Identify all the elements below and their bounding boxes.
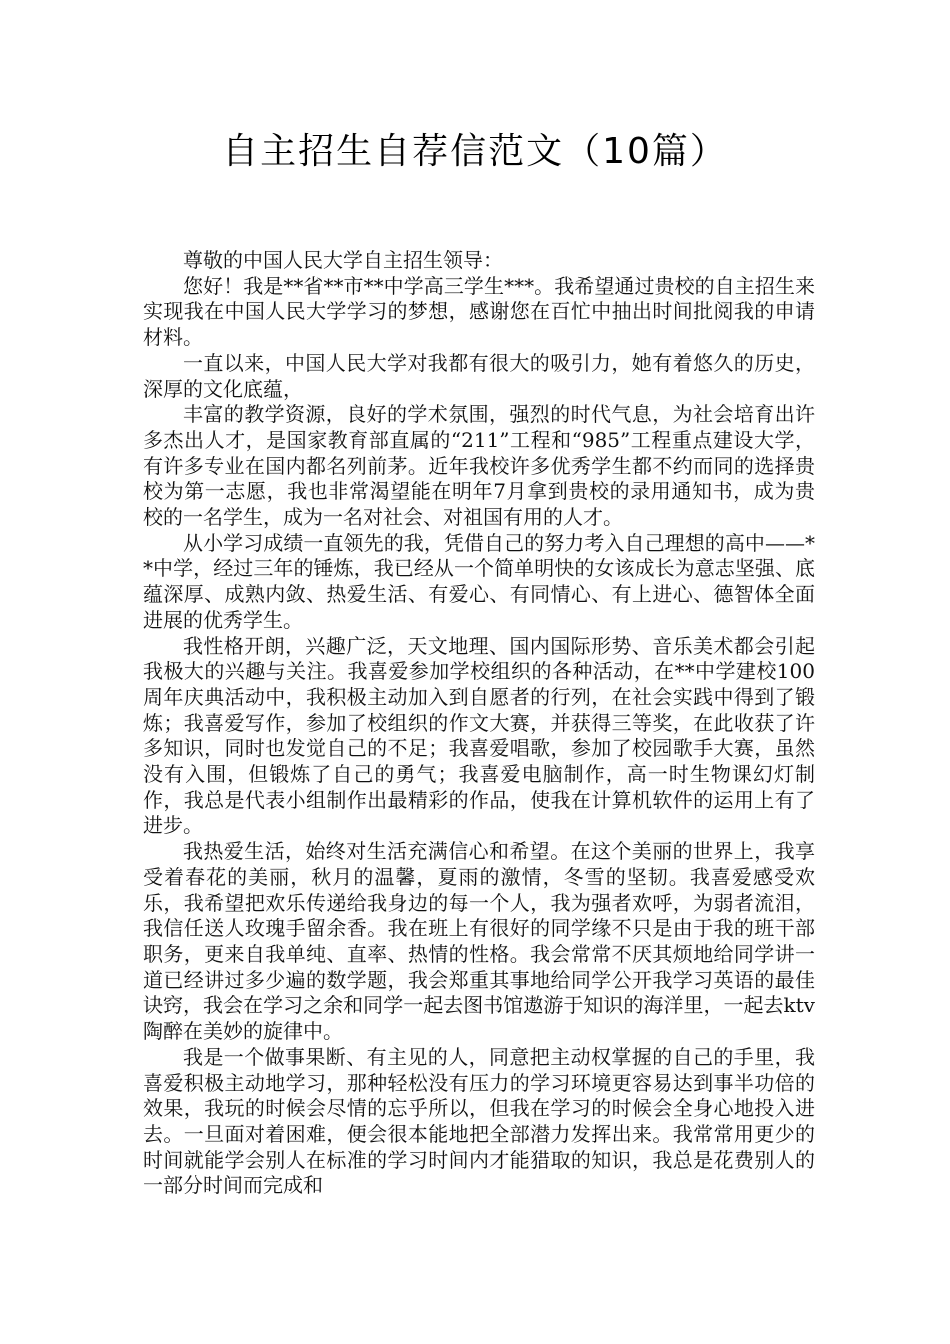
- document-body: [143, 248, 815, 1199]
- body-paragraph: 我性格开朗，兴趣广泛，天文地理、国内国际形势、音乐美术都会引起我极大的兴趣与关注。我喜爱参加学校组织的各种活动，在**中学建校100周年庆典活动中，我积极主动加入到自愿者的行列，在社会实践中得到了锻炼；我喜爱写作，参加了校组织的作文大赛，并获得三等奖，在此收获了许多知识，同时也发觉自己的不足；我喜爱唱歌，参加了校园歌手大赛，虽然没有入围，但锻炼了自己的勇气；我喜爱电脑制作，高一时生物课幻灯制作，我总是代表小组制作出最精彩的作品，使我在计算机软件的运用上有了进步。: [143, 633, 815, 838]
- body-paragraph: 丰富的教学资源，良好的学术氛围，强烈的时代气息，为社会培育出许多杰出人才，是国家教育部直属的“211”工程和“985”工程重点建设大学，有许多专业在国内都名列前茅。近年我校许多优秀学生都不约而同的选择贵校为第一志愿，我也非常渴望能在明年7月拿到贵校的录用通知书，成为贵校的一名学生，成为一名对社会、对祖国有用的人才。: [143, 402, 815, 530]
- document-title: 自主招生自荐信范文（10篇）: [222, 131, 728, 172]
- body-paragraph: 您好！我是**省**市**中学高三学生***。我希望通过贵校的自主招生来实现我在中国人民大学学习的梦想，感谢您在百忙中抽出时间批阅我的申请材料。: [143, 273, 815, 350]
- body-paragraph: 一直以来，中国人民大学对我都有很大的吸引力，她有着悠久的历史，深厚的文化底蕴，: [143, 350, 815, 401]
- salutation: 尊敬的中国人民大学自主招生领导：: [183, 248, 503, 272]
- body-paragraph: 我热爱生活，始终对生活充满信心和希望。在这个美丽的世界上，我享受着春花的美丽，秋月的温馨，夏雨的激情，冬雪的坚韧。我喜爱感受欢乐，我希望把欢乐传递给我身边的每一个人，我为强者欢呼，为弱者流泪，我信任送人玫瑰手留余香。我在班上有很好的同学缘不只是由于我的班干部职务，更来自我单纯、直率、热情的性格。我会常常不厌其烦地给同学讲一道已经讲过多少遍的数学题，我会郑重其事地给同学公开我学习英语的最佳诀窍，我会在学习之余和同学一起去图书馆遨游于知识的海洋里，一起去ktv陶醉在美妙的旋律中。: [143, 839, 815, 1044]
- body-paragraph: 从小学习成绩一直领先的我，凭借自己的努力考入自己理想的高中——**中学，经过三年的锤炼，我已经从一个简单明快的女该成长为意志坚强、底蕴深厚、成熟内敛、热爱生活、有爱心、有同情心、有上进心、德智体全面进展的优秀学生。: [143, 530, 815, 632]
- body-paragraph: 我是一个做事果断、有主见的人，同意把主动权掌握的自己的手里，我喜爱积极主动地学习，那种轻松没有压力的学习环境更容易达到事半功倍的效果，我玩的时候会尽情的忘乎所以，但我在学习的时候会全身心地投入进去。一旦面对着困难，便会很本能地把全部潜力发挥出来。我常常用更少的时间就能学会别人在标准的学习时间内才能猎取的知识，我总是花费别人的一部分时间而完成和: [143, 1044, 815, 1198]
